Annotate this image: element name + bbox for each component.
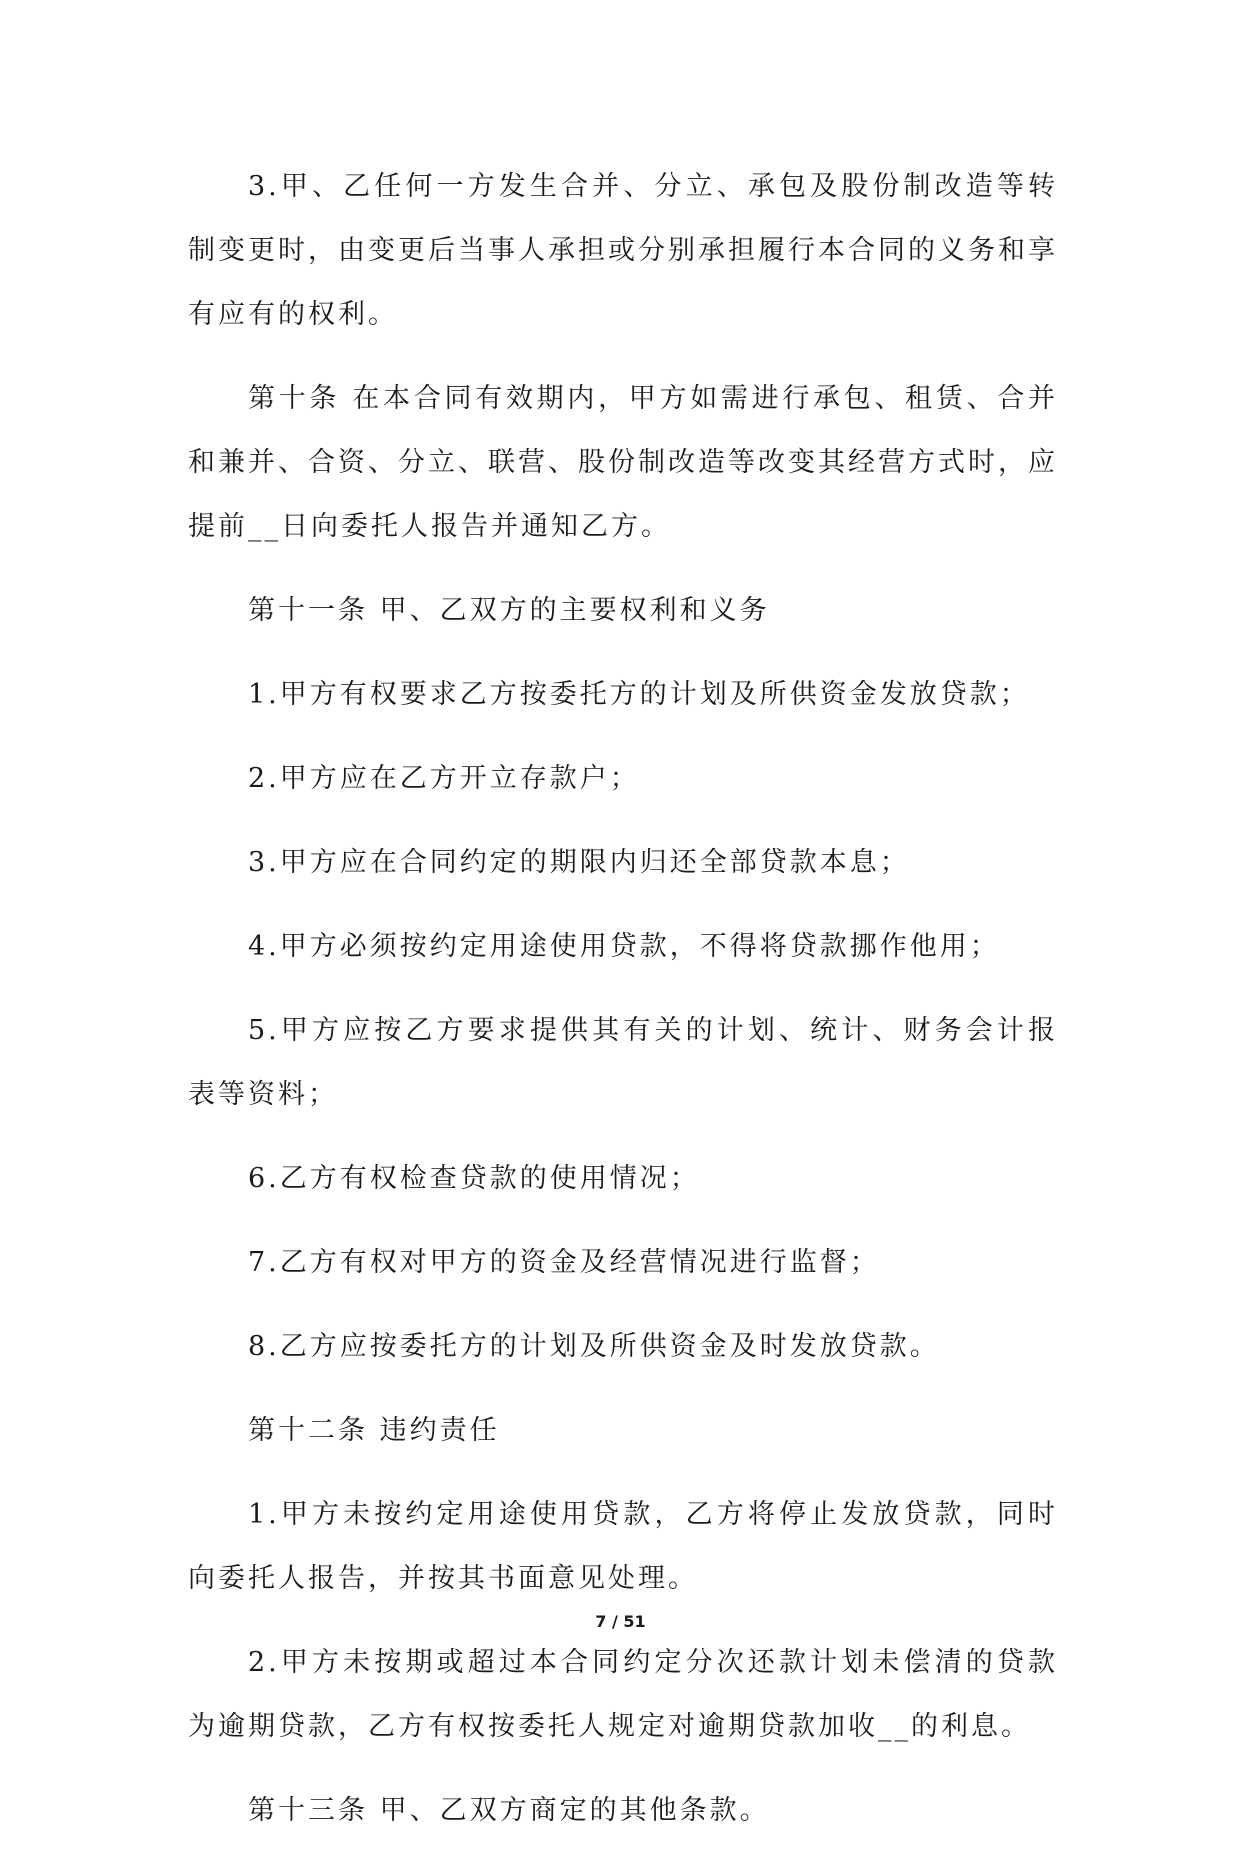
heading-article-13: 第十三条 甲、乙双方商定的其他条款。 <box>248 1795 770 1826</box>
heading-article-11: 第十一条 甲、乙双方的主要权利和义务 <box>248 595 770 626</box>
paragraph-article-11-item-3: 3.甲方应在合同约定的期限内归还全部贷款本息； <box>248 847 910 878</box>
paragraph-article-11-item-8: 8.乙方应按委托方的计划及所供资金及时发放贷款。 <box>248 1331 940 1362</box>
paragraph-article-11-item-1: 1.甲方有权要求乙方按委托方的计划及所供资金发放贷款； <box>248 679 1030 710</box>
page-number: 7 / 51 <box>595 1612 646 1631</box>
paragraph-article-11-item-7: 7.乙方有权对甲方的资金及经营情况进行监督； <box>248 1247 880 1278</box>
paragraph-clause-9-item-3: 3.甲、乙任何一方发生合并、分立、承包及股份制改造等转制变更时，由变更后当事人承担或分别承担履行本合同的义务和享有应有的权利。 <box>188 171 1058 330</box>
paragraph-article-10: 第十条 在本合同有效期内，甲方如需进行承包、租赁、合并和兼并、合资、分立、联营、股份制改造等改变其经营方式时，应提前__日向委托人报告并通知乙方。 <box>188 383 1058 542</box>
paragraph-article-11-item-2: 2.甲方应在乙方开立存款户； <box>248 763 640 794</box>
paragraph-article-11-item-5: 5.甲方应按乙方要求提供其有关的计划、统计、财务会计报表等资料； <box>188 1015 1058 1110</box>
paragraph-article-12-item-1: 1.甲方未按约定用途使用贷款，乙方将停止发放贷款，同时向委托人报告，并按其书面意见处理。 <box>188 1499 1058 1594</box>
paragraph-article-11-item-4: 4.甲方必须按约定用途使用贷款，不得将贷款挪作他用； <box>248 931 1000 962</box>
heading-article-12: 第十二条 违约责任 <box>248 1415 500 1446</box>
paragraph-article-12-item-2: 2.甲方未按期或超过本合同约定分次还款计划未偿清的贷款为逾期贷款，乙方有权按委托人规定对逾期贷款加收__的利息。 <box>188 1647 1058 1742</box>
contract-body <box>188 155 1058 1863</box>
paragraph-article-11-item-6: 6.乙方有权检查贷款的使用情况； <box>248 1163 700 1194</box>
